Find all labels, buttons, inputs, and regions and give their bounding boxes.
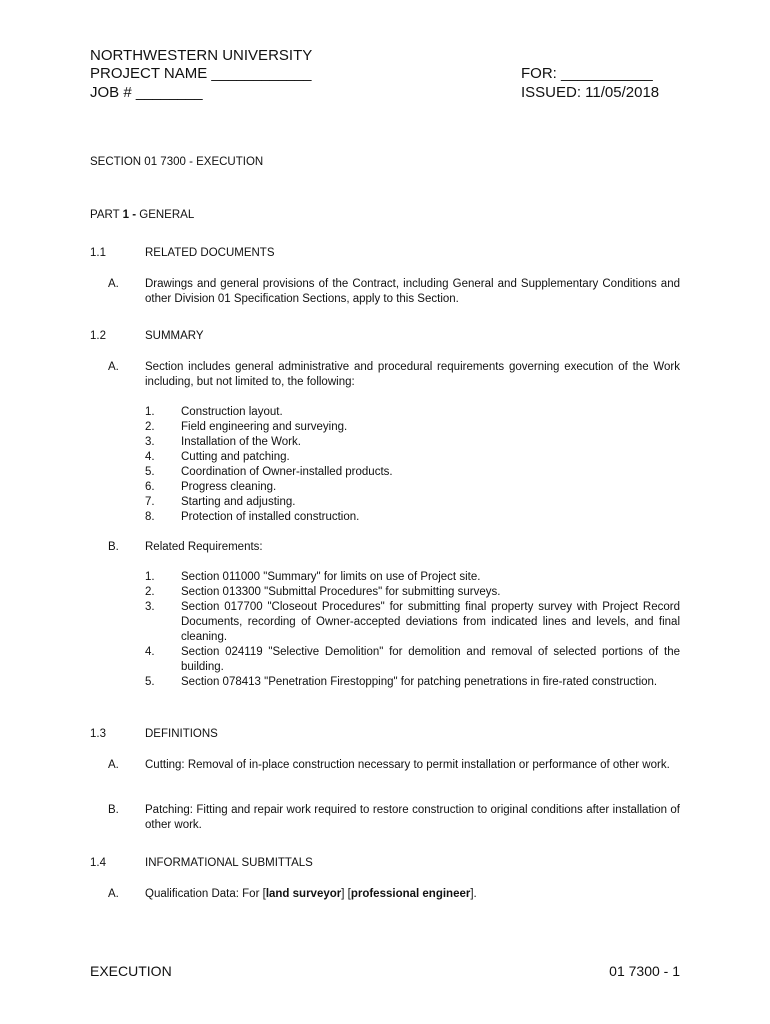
article-title: RELATED DOCUMENTS [145,247,275,259]
list-item: 2. Field engineering and surveying. [145,421,348,433]
paragraph-text: Patching: Fitting and repair work required to restore construction to original conditions after installation of other work. [145,804,680,831]
paragraph-text: Drawings and general provisions of the Contract, including General and Supplementary Conditions and other Division 01 Specification Sections, apply to this Section. [145,278,680,305]
paragraph-letter: B. [108,804,119,816]
section-title: SECTION 01 7300 - EXECUTION [90,156,264,168]
related-requirements-list [145,570,680,690]
list-item: 1. Construction layout. [145,406,283,418]
list-item: 5. Section 078413 "Penetration Firestopping" for patching penetrations in fire-rated construction. [145,676,658,688]
paragraph-text: Cutting: Removal of in-place construction necessary to permit installation or performance of other work. [145,759,670,771]
paragraph-text: Qualification Data: For [land surveyor] [professional engineer]. [145,888,477,900]
list-item: 4. Cutting and patching. [145,451,290,463]
list-item: 1. Section 011000 "Summary" for limits on use of Project site. [145,571,481,583]
project-name-field: PROJECT NAME ____________ [90,65,312,82]
paragraph-text: Related Requirements: [145,541,263,553]
paragraph-letter: A. [108,278,119,290]
list-item: 2. Section 013300 "Submittal Procedures" for submitting surveys. [145,586,501,598]
summary-list [145,405,680,525]
list-item: 7. Starting and adjusting. [145,496,296,508]
list-item: 6. Progress cleaning. [145,481,277,493]
paragraph-letter: B. [108,541,119,553]
list-item: 3. Installation of the Work. [145,436,301,448]
issued-date: ISSUED: 11/05/2018 [521,84,660,101]
paragraph-letter: A. [108,361,119,373]
page-number: 01 7300 - 1 [609,963,680,979]
paragraph-text: Section includes general administrative and procedural requirements governing execution of the Work including, but not limited to, the following: [145,361,680,388]
part-heading: PART 1 - GENERAL [90,209,195,221]
article-title: INFORMATIONAL SUBMITTALS [145,857,313,869]
article-number: 1.1 [90,247,106,259]
paragraph-letter: A. [108,759,119,771]
paragraph-letter: A. [108,888,119,900]
job-number-field: JOB # ________ [90,84,203,101]
list-item: 5. Coordination of Owner-installed products. [145,466,393,478]
article-title: DEFINITIONS [145,728,218,740]
list-item: 8. Protection of installed construction. [145,511,360,523]
footer-title: EXECUTION [90,963,172,979]
for-field: FOR: ___________ [521,65,653,82]
article-number: 1.2 [90,330,106,342]
article-title: SUMMARY [145,330,204,342]
list-item: 3. Section 017700 "Closeout Procedures" for submitting final property survey with Project Record Documents, recording of Owner-accepted deviations from indicated lines and levels, and final cleaning. [145,601,680,643]
article-number: 1.3 [90,728,106,740]
list-item: 4. Section 024119 "Selective Demolition" for demolition and removal of selected portions of the building. [145,646,680,673]
university-name: NORTHWESTERN UNIVERSITY [90,47,313,64]
article-number: 1.4 [90,857,106,869]
